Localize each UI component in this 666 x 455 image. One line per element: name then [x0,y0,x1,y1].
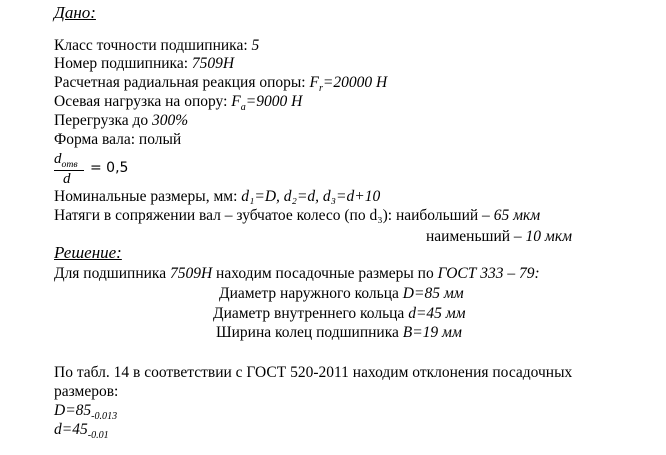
ratio-numerator: $d_{отв}$ [54,151,78,170]
nominal-sizes-value: d₁=D, d₂=d, d₃=d+10 [241,188,381,205]
ring-width-value: B=19 мм [402,324,462,341]
interference-min-label: наименьший – [426,228,526,245]
solution-intro-bearing: 7509Н [169,265,213,282]
shaft-form-line: Форма вала: полый [54,131,182,148]
deviation-outer-line [54,402,118,423]
outer-diameter-line [219,285,464,303]
deviation-inner-main: d=45 [54,421,88,438]
overload-label: Перегрузка до [54,112,153,129]
ratio-denominator: d [63,171,71,187]
given-heading: Дано: [54,3,96,22]
radial-reaction-subscript: r [318,83,323,95]
overload-line [54,112,188,130]
interference-min-line [426,228,572,246]
solution-intro-b: находим посадочные размеры по [212,265,438,282]
interference-label: Натяги в сопряжении вал – зубчатое колесо (по d₃): наибольший – [54,207,494,224]
table-reference-line-1: По табл. 14 в соответствии с ГОСТ 520-2011 находим отклонения посадочных [54,364,573,381]
ring-width-line [216,324,462,342]
outer-diameter-value: D=85 мм [402,285,464,302]
deviation-outer-main: D=85 [54,402,92,419]
bearing-number-value: 7509Н [191,55,235,72]
axial-load-value: =9000 Н [245,93,303,110]
bearing-number-line [54,55,234,73]
interference-max-line [54,207,540,225]
bearing-class-label: Класс точности подшипника: [54,37,252,54]
radial-reaction-line [54,74,388,95]
nominal-sizes-label: Номинальные размеры, мм: [54,188,242,205]
solution-intro-gost: ГОСТ 333 – 79: [437,265,540,282]
ratio-value: = 0,5 [90,160,129,176]
interference-max-value: 65 мкм [493,207,541,224]
radial-reaction-value: =20000 Н [322,74,388,91]
deviation-outer-sub: -0.013 [91,411,118,423]
axial-load-label: Осевая нагрузка на опору: [54,93,232,110]
solution-heading: Решение: [54,243,122,262]
radial-reaction-label: Расчетная радиальная реакция опоры: [54,74,310,91]
solution-intro-line [54,265,540,283]
bearing-class-line [54,37,259,55]
radial-reaction-symbol: F [309,74,319,91]
bearing-class-value: 5 [251,37,260,54]
inner-diameter-value: d=45 мм [408,305,466,322]
inner-diameter-label: Диаметр внутреннего кольца [213,305,409,322]
table-reference-line-2: размеров: [54,383,119,400]
solution-intro-a: Для подшипника [54,265,170,282]
nominal-sizes-line [54,188,380,206]
ring-width-label: Ширина колец подшипника [216,324,403,341]
interference-min-value: 10 мкм [525,228,572,245]
bearing-number-label: Номер подшипника: [54,55,192,72]
axial-load-line [54,93,303,114]
overload-value: 300% [152,112,189,129]
deviation-inner-sub: -0.01 [87,430,109,442]
inner-diameter-line [213,305,466,323]
axial-load-symbol: F [231,93,241,110]
deviation-inner-line [54,421,109,442]
axial-load-subscript: a [240,102,246,114]
outer-diameter-label: Диаметр наружного кольца [219,285,403,302]
